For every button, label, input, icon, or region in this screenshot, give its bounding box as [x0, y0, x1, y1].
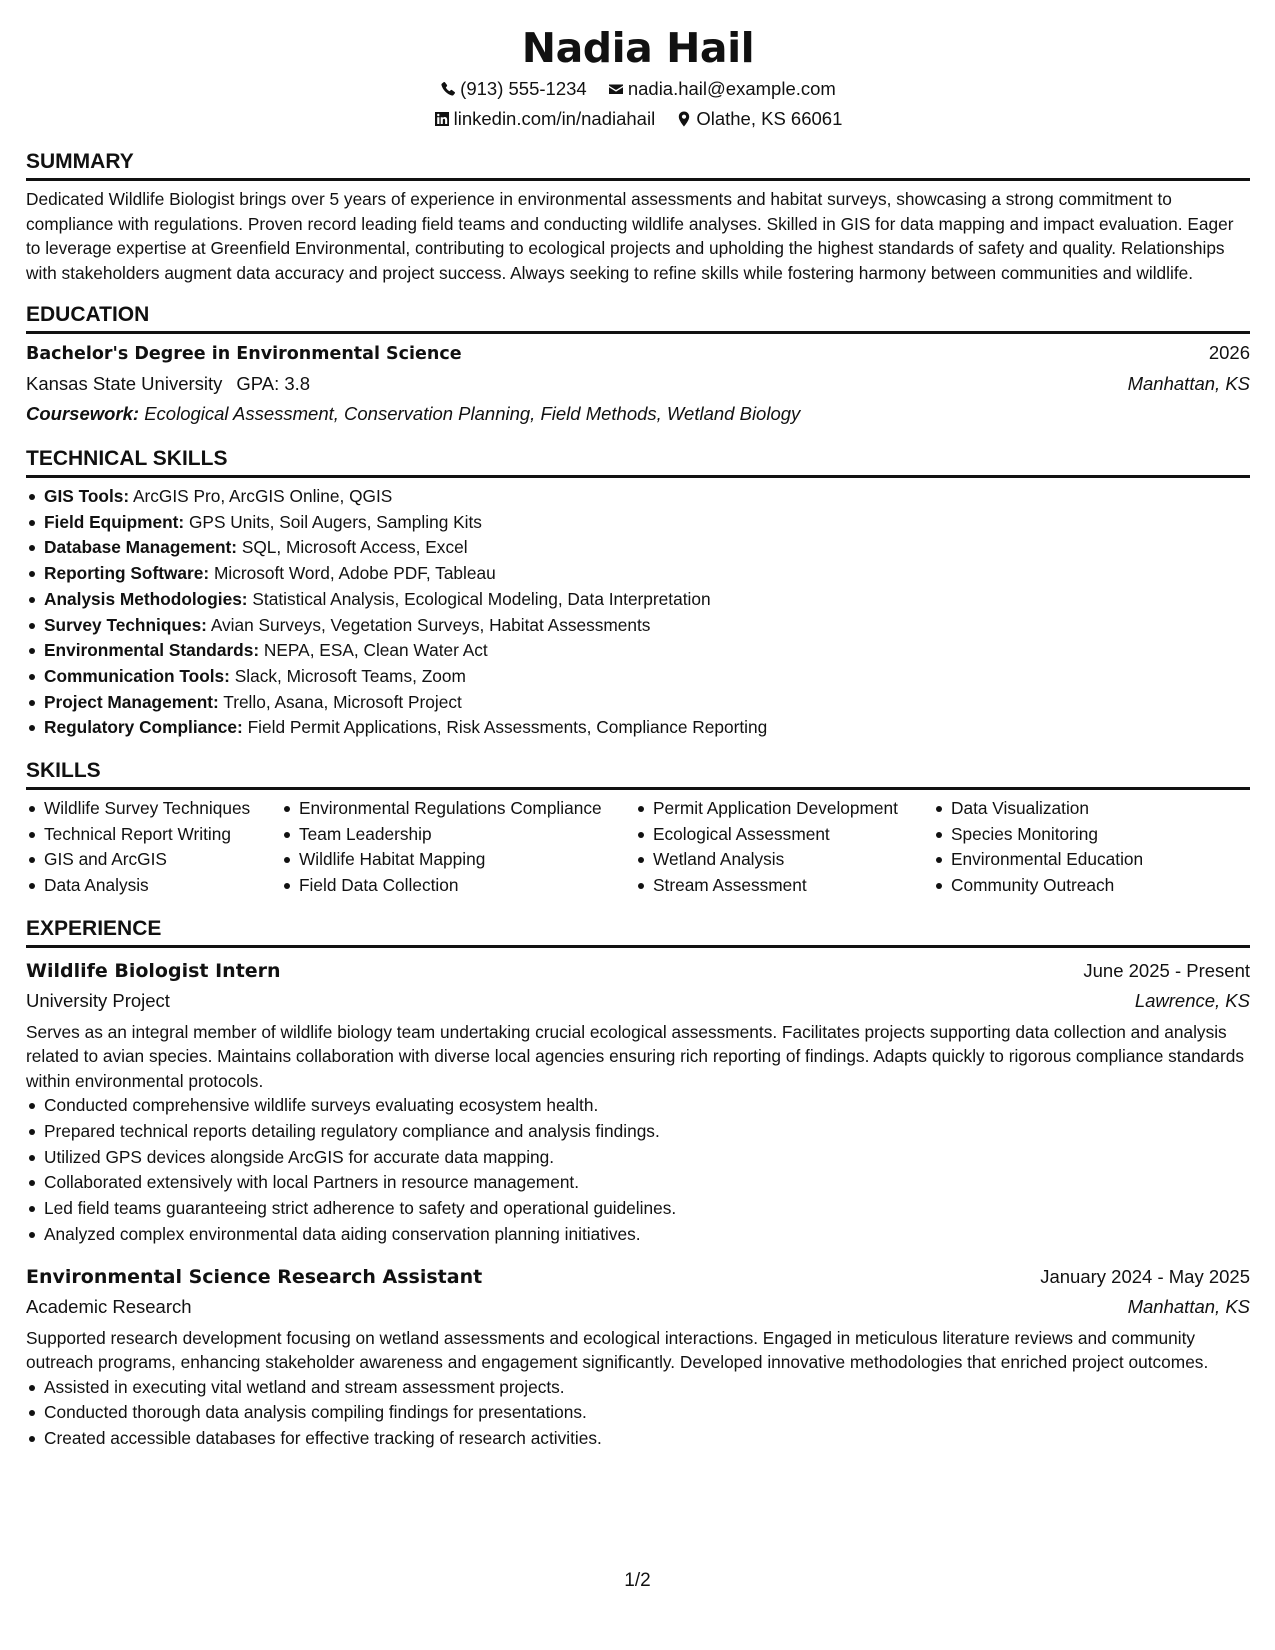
- education-heading: EDUCATION: [26, 301, 1250, 334]
- tech-skill-value: SQL, Microsoft Access, Excel: [241, 537, 468, 558]
- contact-phone: [440, 74, 587, 104]
- list-item: GIS and ArcGIS: [44, 847, 281, 873]
- list-item: Team Leadership: [299, 822, 635, 848]
- summary-section: [26, 148, 1250, 285]
- experience-section: [26, 915, 1250, 1452]
- phone-text: (913) 555-1234: [460, 78, 587, 99]
- tech-skill-label: Field Equipment:: [44, 511, 185, 532]
- gpa: GPA: 3.8: [236, 373, 311, 394]
- contact-email[interactable]: [608, 74, 836, 104]
- list-item: [44, 664, 1250, 690]
- list-item: Conducted thorough data analysis compiling findings for presentations.: [44, 1400, 1250, 1426]
- tech-skill-value: GPS Units, Soil Augers, Sampling Kits: [188, 511, 482, 532]
- tech-skill-label: Environmental Standards:: [44, 640, 260, 661]
- job-bullets: [26, 1375, 1250, 1452]
- list-item: [44, 690, 1250, 716]
- tech-skill-value: Slack, Microsoft Teams, Zoom: [234, 665, 466, 686]
- coursework-label: Coursework:: [26, 403, 140, 424]
- list-item: Species Monitoring: [951, 822, 1191, 848]
- candidate-name: Nadia Hail: [521, 24, 755, 72]
- summary-text: Dedicated Wildlife Biologist brings over 5 years of experience in environmental assessments and habitat surveys, showcasing a strong commitment to compliance with regulations. Proven record leading field teams and conducting wildlife analyses. Skilled in GIS for data mapping and impact evaluation. Eager to leverage expertise at Greenfield Environmental, contributing to ecological projects and upholding the highest standards of safety and quality. Relationships with stakeholders augment data accuracy and project success. Always seeking to refine skills while fostering harmony between communities and wildlife.: [26, 189, 1234, 283]
- list-item: Assisted in executing vital wetland and stream assessment projects.: [44, 1375, 1250, 1401]
- technical-skills-list: [26, 484, 1250, 741]
- list-item: Permit Application Development: [653, 796, 933, 822]
- list-item: Created accessible databases for effective tracking of research activities.: [44, 1426, 1250, 1452]
- page-number: 1/2: [624, 1570, 651, 1591]
- tech-skill-label: Survey Techniques:: [44, 614, 207, 635]
- tech-skill-value: Statistical Analysis, Ecological Modeling, Data Interpretation: [252, 588, 711, 609]
- job-entry: [26, 1262, 1250, 1452]
- list-item: [44, 587, 1250, 613]
- list-item: Data Visualization: [951, 796, 1191, 822]
- list-item: Ecological Assessment: [653, 822, 933, 848]
- linkedin-icon: [434, 111, 450, 127]
- job-description: Serves as an integral member of wildlife biology team undertaking crucial ecological assessments. Facilitates projects supporting data collection and analysis related to avian species. Maintains collaboration with diverse local agencies ensuring rich reporting of findings. Adapts quickly to rigorous compliance standards within environmental protocols.: [26, 1021, 1245, 1091]
- summary-heading: SUMMARY: [26, 148, 1250, 181]
- school-name: Kansas State University: [26, 373, 223, 394]
- list-item: Environmental Regulations Compliance: [299, 796, 635, 822]
- resume-page: [26, 22, 1250, 1452]
- job-dates: June 2025 - Present: [1083, 959, 1250, 981]
- education-section: [26, 301, 1250, 429]
- job-title: Wildlife Biologist Intern: [26, 959, 281, 982]
- tech-skill-value: Microsoft Word, Adobe PDF, Tableau: [213, 563, 496, 584]
- map-pin-icon: [676, 111, 692, 127]
- list-item: Analyzed complex environmental data aiding conservation planning initiatives.: [44, 1222, 1250, 1248]
- job-dates: January 2024 - May 2025: [1040, 1265, 1250, 1287]
- list-item: Led field teams guaranteeing strict adherence to safety and operational guidelines.: [44, 1196, 1250, 1222]
- skills-column-4: [933, 796, 1191, 899]
- experience-heading: EXPERIENCE: [26, 915, 1250, 948]
- list-item: Field Data Collection: [299, 873, 635, 899]
- list-item: Data Analysis: [44, 873, 281, 899]
- contact-linkedin[interactable]: [434, 104, 656, 134]
- education-row-2: [26, 369, 1250, 399]
- job-organization: Academic Research: [26, 1295, 192, 1317]
- skills-section: [26, 757, 1250, 899]
- envelope-icon: [608, 81, 624, 97]
- technical-skills-section: [26, 445, 1250, 741]
- education-row-1: [26, 338, 1250, 369]
- tech-skill-label: Analysis Methodologies:: [44, 588, 248, 609]
- skills-column-1: [26, 796, 281, 899]
- location-text: Olathe, KS 66061: [696, 108, 843, 129]
- job-header-row: [26, 1262, 1250, 1292]
- list-item: Environmental Education: [951, 847, 1191, 873]
- list-item: [44, 715, 1250, 741]
- school-line: [26, 369, 310, 399]
- coursework-line: [26, 399, 1250, 429]
- job-organization: University Project: [26, 989, 170, 1011]
- tech-skill-label: Database Management:: [44, 537, 238, 558]
- list-item: Prepared technical reports detailing regulatory compliance and analysis findings.: [44, 1119, 1250, 1145]
- list-item: Community Outreach: [951, 873, 1191, 899]
- list-item: Collaborated extensively with local Partners in resource management.: [44, 1170, 1250, 1196]
- list-item: [44, 638, 1250, 664]
- contact-line-1: [26, 74, 1250, 104]
- tech-skill-value: Field Permit Applications, Risk Assessments, Compliance Reporting: [247, 717, 768, 738]
- job-description: Supported research development focusing on wetland assessments and ecological interactions. Engaged in meticulous literature reviews and community outreach programs, enhancing stakeholder awareness and engagement significantly. Developed innovative methodologies that enriched project outcomes.: [26, 1327, 1209, 1373]
- skills-column-2: [281, 796, 635, 899]
- coursework-list: Ecological Assessment, Conservation Planning, Field Methods, Wetland Biology: [144, 403, 801, 424]
- list-item: [44, 484, 1250, 510]
- list-item: Wildlife Survey Techniques: [44, 796, 281, 822]
- tech-skill-value: NEPA, ESA, Clean Water Act: [263, 640, 488, 661]
- list-item: Utilized GPS devices alongside ArcGIS for accurate data mapping.: [44, 1145, 1250, 1171]
- list-item: [44, 510, 1250, 536]
- tech-skill-label: Reporting Software:: [44, 563, 210, 584]
- technical-skills-heading: TECHNICAL SKILLS: [26, 445, 1250, 478]
- list-item: Stream Assessment: [653, 873, 933, 899]
- degree: Bachelor's Degree in Environmental Science: [26, 344, 462, 364]
- job-org-row: [26, 1292, 1250, 1322]
- phone-icon: [440, 81, 456, 97]
- list-item: Technical Report Writing: [44, 822, 281, 848]
- linkedin-text: linkedin.com/in/nadiahail: [453, 108, 656, 129]
- tech-skill-label: Project Management:: [44, 691, 219, 712]
- job-entry: [26, 956, 1250, 1248]
- tech-skill-label: GIS Tools:: [44, 486, 130, 506]
- tech-skill-value: Trello, Asana, Microsoft Project: [223, 691, 462, 712]
- job-org-row: [26, 986, 1250, 1016]
- email-text: nadia.hail@example.com: [627, 78, 836, 99]
- contact-location: [676, 104, 842, 134]
- list-item: Wildlife Habitat Mapping: [299, 847, 635, 873]
- job-title: Environmental Science Research Assistant: [26, 1265, 483, 1288]
- job-header-row: [26, 956, 1250, 986]
- graduation-year: 2026: [1208, 342, 1250, 363]
- skills-column-3: [635, 796, 933, 899]
- tech-skill-value: Avian Surveys, Vegetation Surveys, Habitat Assessments: [210, 614, 651, 635]
- school-location: Manhattan, KS: [1127, 373, 1250, 394]
- job-location: Manhattan, KS: [1127, 1295, 1250, 1317]
- job-location: Lawrence, KS: [1134, 989, 1250, 1011]
- tech-skill-label: Communication Tools:: [44, 665, 230, 686]
- tech-skill-value: ArcGIS Pro, ArcGIS Online, QGIS: [132, 486, 393, 506]
- list-item: [44, 561, 1250, 587]
- skills-heading: SKILLS: [26, 757, 1250, 790]
- list-item: [44, 613, 1250, 639]
- tech-skill-label: Regulatory Compliance:: [44, 717, 243, 738]
- skills-grid: [26, 796, 1250, 899]
- list-item: Wetland Analysis: [653, 847, 933, 873]
- list-item: Conducted comprehensive wildlife surveys evaluating ecosystem health.: [44, 1093, 1250, 1119]
- contact-line-2: [26, 104, 1250, 134]
- job-bullets: [26, 1093, 1250, 1247]
- list-item: [44, 535, 1250, 561]
